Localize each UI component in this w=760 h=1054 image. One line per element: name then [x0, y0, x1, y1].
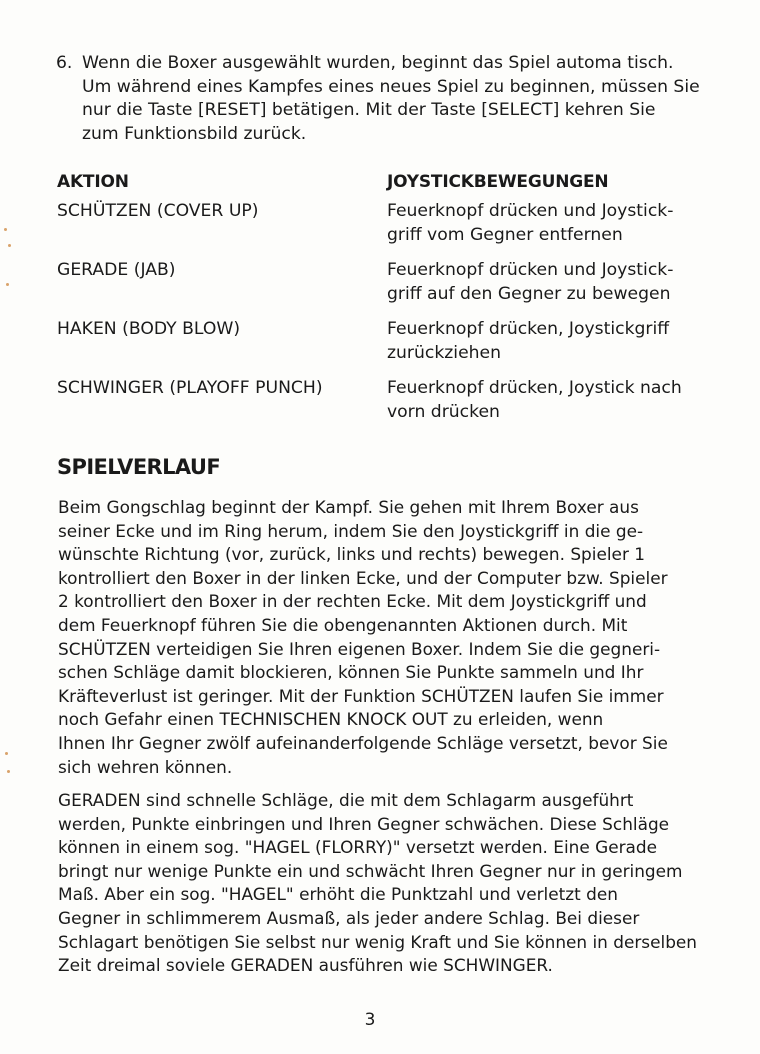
paragraph-line: wünschte Richtung (vor, zurück, links und rechts) bewegen. Spieler 1 — [58, 544, 645, 565]
action-label: SCHWINGER (PLAYOFF PUNCH) — [57, 378, 323, 398]
controls-row — [57, 259, 707, 318]
controls-row — [57, 318, 707, 377]
gameplay-paragraph-2 — [58, 789, 708, 978]
step-text — [82, 52, 706, 146]
paragraph-line: Maß. Aber ein sog. "HAGEL" erhöht die Punktzahl und verletzt den — [58, 884, 618, 905]
controls-row — [57, 200, 707, 259]
paragraph-line: dem Feuerknopf führen Sie die obengenannten Aktionen durch. Mit — [58, 614, 628, 635]
paragraph-line: Kräfteverlust ist geringer. Mit der Funktion SCHÜTZEN laufen Sie immer — [58, 685, 664, 706]
paragraph-line: Zeit dreimal soviele GERADEN ausführen wie SCHWINGER. — [58, 955, 553, 976]
header-joystick: JOYSTICKBEWEGUNGEN — [387, 172, 609, 192]
move-line: Feuerknopf drücken und Joystick- — [387, 260, 674, 280]
move-line: Feuerknopf drücken, Joystick nach — [387, 378, 682, 398]
paragraph-line: Gegner in schlimmerem Ausmaß, als jeder andere Schlag. Bei dieser — [58, 907, 640, 928]
step-6 — [56, 52, 706, 146]
gameplay-paragraph-1 — [58, 496, 708, 779]
paragraph-line: kontrolliert den Boxer in der linken Ecke, und der Computer bzw. Spieler — [58, 567, 668, 588]
section-title: SPIELVERLAUF — [57, 455, 221, 479]
move-line: griff auf den Gegner zu bewegen — [387, 283, 671, 304]
page-number: 3 — [364, 1010, 376, 1030]
joystick-move — [387, 377, 707, 436]
paragraph-line: sich wehren können. — [58, 756, 233, 777]
action-label: SCHÜTZEN (COVER UP) — [57, 201, 259, 221]
paragraph-line: werden, Punkte einbringen und Ihren Gegner schwächen. Diese Schläge — [58, 813, 670, 834]
paragraph-line: Ihnen Ihr Gegner zwölf aufeinanderfolgende Schläge versetzt, bevor Sie — [58, 732, 668, 753]
paragraph-line: schen Schläge damit blockieren, können Sie Punkte sammeln und Ihr — [58, 662, 644, 683]
move-line: zurückziehen — [387, 342, 502, 363]
step-number: 6. — [56, 53, 73, 73]
controls-header — [57, 170, 707, 200]
paragraph-line: SCHÜTZEN verteidigen Sie Ihren eigenen Boxer. Indem Sie die gegneri- — [58, 638, 661, 659]
move-line: Feuerknopf drücken, Joystickgriff — [387, 319, 670, 339]
paragraph-line: Schlagart benötigen Sie selbst nur wenig Kraft und Sie können in derselben — [58, 931, 698, 952]
paragraph-line: GERADEN sind schnelle Schläge, die mit dem Schlagarm ausgeführt — [58, 790, 634, 810]
controls-row — [57, 377, 707, 436]
paragraph-line: können in einem sog. "HAGEL (FLORRY)" versetzt werden. Eine Gerade — [58, 837, 657, 858]
move-line: Feuerknopf drücken und Joystick- — [387, 201, 674, 221]
joystick-move — [387, 318, 707, 377]
paragraph-line: noch Gefahr einen TECHNISCHEN KNOCK OUT zu erleiden, wenn — [58, 709, 604, 730]
paragraph-line: bringt nur wenige Punkte ein und schwächt Ihren Gegner nur in geringem — [58, 860, 683, 881]
step-line: zum Funktionsbild zurück. — [82, 123, 307, 144]
controls-table — [57, 170, 707, 436]
joystick-move — [387, 200, 707, 259]
paragraph-line: Beim Gongschlag beginnt der Kampf. Sie gehen mit Ihrem Boxer aus — [58, 497, 639, 517]
paragraph-line: seiner Ecke und im Ring herum, indem Sie den Joystickgriff in die ge- — [58, 520, 644, 541]
move-line: griff vom Gegner entfernen — [387, 224, 623, 245]
paragraph-line: 2 kontrolliert den Boxer in der rechten Ecke. Mit dem Joystickgriff und — [58, 591, 647, 612]
step-line: Um während eines Kampfes eines neues Spiel zu beginnen, müssen Sie — [82, 76, 700, 97]
move-line: vorn drücken — [387, 401, 500, 422]
step-line: Wenn die Boxer ausgewählt wurden, beginnt das Spiel automa tisch. — [82, 53, 674, 73]
action-label: GERADE (JAB) — [57, 260, 176, 280]
step-line: nur die Taste [RESET] betätigen. Mit der Taste [SELECT] kehren Sie — [82, 100, 656, 121]
joystick-move — [387, 259, 707, 318]
header-action: AKTION — [57, 172, 129, 192]
action-label: HAKEN (BODY BLOW) — [57, 319, 241, 339]
